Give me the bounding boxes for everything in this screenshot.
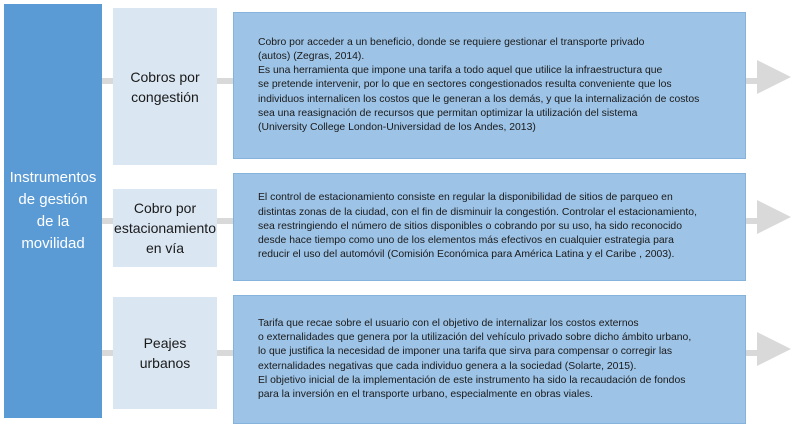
description-line: sea una reasignación de recursos que permitan optimizar la utilización del sistema — [258, 107, 638, 119]
row-label-congestion-charges — [113, 8, 217, 165]
root-label-line: movilidad — [21, 235, 85, 252]
description-line: (autos) (Zegras, 2014). — [258, 50, 365, 62]
root-node-label — [10, 167, 97, 255]
description-line: El control de estacionamiento consiste en regular la disponibilidad de sitios de parqueo en — [258, 192, 673, 204]
row-label-line: Cobros por — [130, 68, 200, 85]
row-label-line: en vía — [145, 240, 185, 256]
root-label-line: de la — [36, 213, 70, 230]
description-line: se pretende intervenir, por lo que en sectores congestionados resulta conveniente que los — [258, 79, 672, 91]
root-node-mobility-instruments — [4, 4, 102, 418]
row-description-on-street-parking-charges — [233, 173, 746, 281]
description-line: individuos internalicen los costos que le generan a los demás, y que la internalización de costos — [258, 93, 700, 105]
row-label-on-street-parking-charges — [113, 189, 217, 267]
row-description-urban-tolls — [233, 295, 746, 424]
root-label-line: Instrumentos — [9, 169, 97, 186]
description-line: El objetivo inicial de la implementación de este instrumento ha sido la recaudación de fondos — [258, 374, 686, 386]
row-label-line: estacionamiento — [114, 220, 216, 236]
description-line: reducir el uso del automóvil (Comisión Económica para América Latina y el Caribe , 2003). — [258, 249, 675, 261]
arrow-right-icon — [757, 332, 791, 366]
description-line: sea restringiendo el número de sitios disponibles o cobrando por su uso, ha sido reconocido — [258, 220, 682, 232]
description-line: (University College London-Universidad de los Andes, 2013) — [258, 122, 536, 133]
description-line: para la inversión en el transporte urbano, especialmente en obras viales. — [258, 388, 594, 400]
row-label-line: urbanos — [139, 355, 191, 371]
row-label-urban-tolls — [113, 297, 217, 409]
description-line: Cobro por acceder a un beneficio, donde se requiere gestionar el transporte privado — [258, 36, 645, 48]
arrow-right-icon — [757, 60, 791, 94]
row-description-congestion-charges — [233, 12, 746, 159]
description-line: distintas zonas de la ciudad, con el fin de disminuir la congestión. Controlar el estacionamiento, — [258, 206, 697, 218]
row-label-line: congestión — [131, 88, 199, 105]
description-line: o externalidades que genera por la utilización del vehículo privado sobre dicho ámbito urbano, — [258, 332, 692, 344]
description-line: externalidades negativas que cada individuo genera a la sociedad (Solarte, 2015). — [258, 360, 637, 372]
arrow-right-icon — [757, 200, 791, 234]
row-label-line: Peajes — [143, 335, 187, 351]
description-line: lo que justifica la necesidad de imponer una tarifa que sirva para compensar o corregir las — [258, 346, 673, 358]
description-line: Tarifa que recae sobre el usuario con el objetivo de internalizar los costos externos — [258, 317, 639, 329]
root-label-line: de gestión — [18, 191, 88, 208]
description-line: desde hace tiempo como uno de los elementos más efectivos en cualquier estrategia para — [258, 235, 674, 247]
row-label-line: Cobro por — [133, 200, 197, 216]
description-line: Es una herramienta que impone una tarifa a todo aquel que utilice la infraestructura que — [258, 65, 663, 77]
